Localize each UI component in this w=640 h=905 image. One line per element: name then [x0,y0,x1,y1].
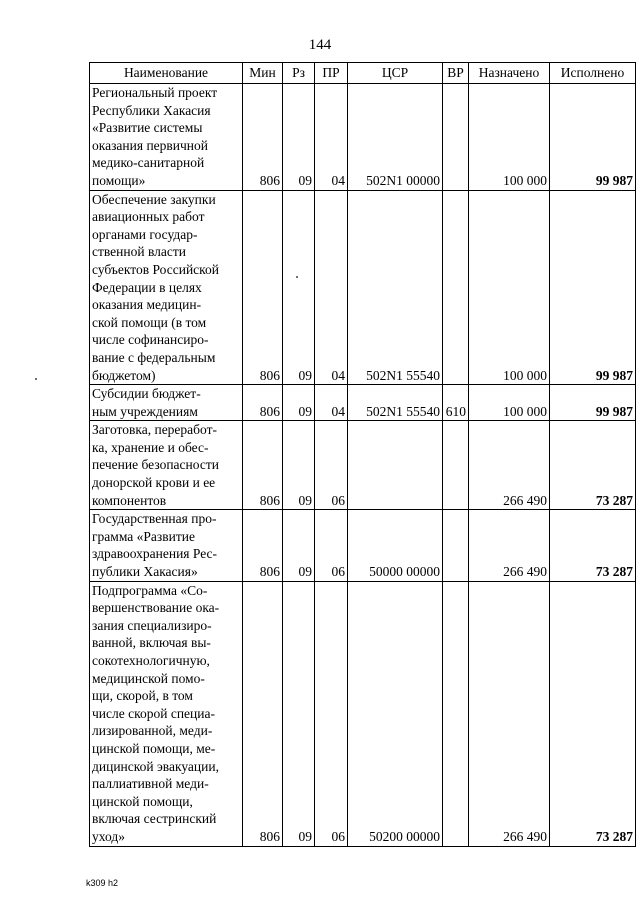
cell-name-line: числе софинансиро- [92,332,209,348]
cell-name-line: Субсидии бюджет- [92,386,201,402]
cell-executed: 73 287 [550,510,636,581]
table-row [90,421,636,510]
cell-name [90,190,243,385]
cell-name-line: помощи» [92,172,146,188]
cell-name-line: включая сестринский [92,811,217,827]
cell-min: 806 [243,421,283,510]
cell-rz: 09 [283,190,315,385]
cell-name-line: здравоохранения Рес- [92,546,218,562]
cell-csr: 502N1 00000 [348,84,443,191]
cell-pr: 06 [315,510,348,581]
cell-name-line: Федерации в целях [92,279,202,295]
header-assigned: Назначено [469,63,550,84]
cell-name-line: Республики Хакасия [92,102,211,118]
cell-name-line: цинской помощи, [92,793,193,809]
table-row [90,84,636,191]
cell-assigned: 266 490 [469,510,550,581]
cell-min: 806 [243,581,283,846]
cell-name-line: сокотехнологичную, [92,653,210,668]
cell-executed: 99 987 [550,84,636,191]
cell-name-line: числе скорой специа- [92,705,215,721]
cell-name [90,510,243,581]
cell-pr: 06 [315,581,348,846]
cell-name-line: Государственная про- [92,511,217,527]
cell-name-line: авиационных работ [92,209,205,225]
header-vr: ВР [443,63,469,84]
header-row [90,63,636,84]
cell-pr: 04 [315,190,348,385]
cell-name-line: медико-санитарной [92,155,205,171]
cell-rz: 09 [283,510,315,581]
table-row [90,581,636,846]
cell-name-line: щи, скорой, в том [92,688,193,704]
cell-executed: 73 287 [550,421,636,510]
cell-name [90,421,243,510]
cell-name-line: ской помощи (в том [92,314,207,330]
cell-name-line: вание с федеральным [92,349,216,365]
cell-name-line: уход» [92,828,125,844]
header-csr: ЦСР [348,63,443,84]
cell-assigned: 266 490 [469,581,550,846]
cell-name [90,581,243,846]
cell-csr [348,421,443,510]
cell-assigned: 100 000 [469,190,550,385]
cell-rz: 09 [283,421,315,510]
cell-assigned: 100 000 [469,84,550,191]
cell-vr [443,421,469,510]
cell-name-line: вершенствование ока- [92,600,220,616]
cell-name [90,84,243,191]
cell-name-line: паллиативной меди- [92,776,209,792]
header-name: Наименование [90,63,243,84]
cell-min: 806 [243,190,283,385]
cell-assigned: 100 000 [469,385,550,421]
cell-name-line: донорской крови и ее [92,475,216,491]
cell-rz: 09 [283,581,315,846]
header-pr: ПР [315,63,348,84]
cell-csr: 502N1 55540 [348,385,443,421]
cell-name-line: ванной, включая вы- [92,635,211,651]
cell-name-line: лизированной, меди- [92,723,213,739]
cell-vr: 610 [443,385,469,421]
cell-name-line: цинской помощи, ме- [92,740,216,756]
cell-name-line: печение безопасности [92,457,219,473]
cell-assigned: 266 490 [469,421,550,510]
table-row [90,510,636,581]
cell-name-line: зания специализиро- [92,617,212,633]
cell-name-line: Обеспечение закупки [92,191,216,207]
cell-name-line: ственной власти [92,244,187,260]
scan-speck [296,276,298,278]
cell-executed: 99 987 [550,385,636,421]
cell-executed: 73 287 [550,581,636,846]
budget-table [89,62,636,847]
header-min: Мин [243,63,283,84]
cell-name-line: оказания первичной [92,137,209,153]
cell-name-line: органами государ- [92,226,198,242]
cell-pr: 06 [315,421,348,510]
cell-pr: 04 [315,84,348,191]
scan-speck [35,378,37,380]
cell-rz: 09 [283,385,315,421]
cell-vr [443,84,469,191]
cell-name-line: медицинской помо- [92,670,205,686]
cell-name-line: публики Хакасия» [92,564,198,580]
cell-name-line: Подпрограмма «Со- [92,582,208,598]
cell-name-line: бюджетом) [92,367,156,383]
cell-name-line: Региональный проект [92,85,218,100]
cell-executed: 99 987 [550,190,636,385]
cell-name-line: ным учреждениям [92,403,198,419]
cell-vr [443,581,469,846]
cell-min: 806 [243,510,283,581]
cell-vr [443,510,469,581]
footer-code: k309 h2 [86,878,119,888]
cell-min: 806 [243,385,283,421]
table-row [90,190,636,385]
cell-name-line: Заготовка, переработ- [92,422,218,438]
cell-name-line: субъектов Российской [92,261,220,277]
page-number: 144 [308,37,332,53]
cell-name-line: грамма «Развитие [92,528,195,544]
header-rz: Рз [283,63,315,84]
header-executed: Исполнено [550,63,636,84]
cell-name-line: дицинской эвакуации, [92,758,219,774]
cell-vr [443,190,469,385]
cell-rz: 09 [283,84,315,191]
cell-name-line: ка, хранение и обес- [92,439,209,455]
cell-csr: 502N1 55540 [348,190,443,385]
budget-table-body [90,84,636,847]
cell-csr: 50000 00000 [348,510,443,581]
cell-name-line: «Развитие системы [92,120,203,136]
cell-min: 806 [243,84,283,191]
cell-name-line: оказания медицин- [92,297,202,313]
cell-csr: 50200 00000 [348,581,443,846]
cell-name-line: компонентов [92,492,167,508]
table-row [90,385,636,421]
cell-pr: 04 [315,385,348,421]
cell-name [90,385,243,421]
